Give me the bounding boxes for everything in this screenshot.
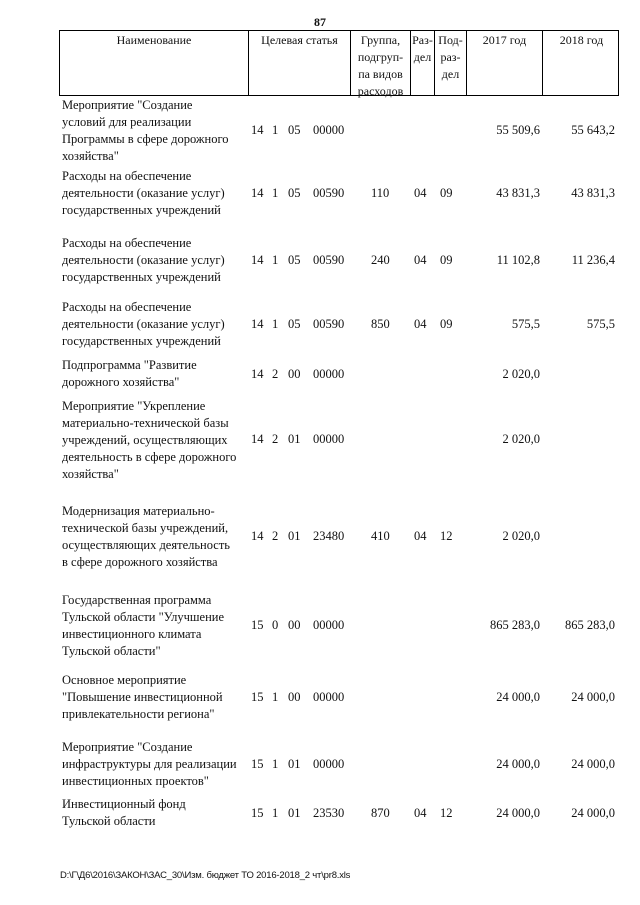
row-code-2: 1 — [272, 253, 279, 267]
row-code-1: 14 — [251, 253, 264, 267]
header-2017: 2017 год — [466, 31, 542, 95]
row-2017: 24 000,0 — [496, 806, 540, 820]
row-subsection: 12 — [440, 806, 453, 820]
row-code-1: 14 — [251, 529, 264, 543]
row-code-4: 00000 — [313, 690, 345, 704]
row-code-3: 00 — [288, 690, 301, 704]
row-code-4: 00000 — [313, 432, 345, 446]
row-subsection: 09 — [440, 317, 453, 331]
row-code-2: 0 — [272, 618, 279, 632]
row-code-4: 23480 — [313, 529, 345, 543]
row-name: Расходы на обеспечение деятельности (оказание услуг) государственных учреждений — [62, 169, 225, 217]
row-code-1: 14 — [251, 317, 264, 331]
row-section: 04 — [414, 806, 427, 820]
row-subsection: 09 — [440, 186, 453, 200]
row-2017: 24 000,0 — [496, 757, 540, 771]
file-path-footer: D:\Г\Д6\2016\ЗАКОН\ЗАС_30\Изм. бюджет ТО 2016-2018_2 чт\pr8.xls — [60, 870, 351, 881]
row-code-1: 15 — [251, 690, 264, 704]
row-name: Основное мероприятие "Повышение инвестиционной привлекательности региона" — [62, 673, 223, 721]
row-name: Мероприятие "Укрепление материально-технической базы учреждений, осуществляющих деятельность в сфере дорожного хозяйства" — [62, 399, 237, 481]
row-code-3: 05 — [288, 317, 301, 331]
row-code-2: 1 — [272, 757, 279, 771]
row-subsection: 12 — [440, 529, 453, 543]
row-section: 04 — [414, 317, 427, 331]
row-2018: 11 236,4 — [571, 253, 615, 267]
row-code-4: 00000 — [313, 618, 345, 632]
row-group: 870 — [371, 806, 390, 820]
row-code-3: 00 — [288, 367, 301, 381]
row-name: Мероприятие "Создание инфраструктуры для реализации инвестиционных проектов" — [62, 740, 237, 788]
header-section: Раз- дел — [410, 31, 434, 95]
row-code-4: 00000 — [313, 757, 345, 771]
row-section: 04 — [414, 186, 427, 200]
row-2017: 575,5 — [511, 317, 540, 331]
table-header — [59, 30, 619, 96]
row-name: Инвестиционный фонд Тульской области — [62, 797, 186, 828]
row-code-2: 2 — [272, 367, 279, 381]
row-code-4: 00000 — [313, 367, 345, 381]
row-code-3: 05 — [288, 123, 301, 137]
row-2017: 55 509,6 — [496, 123, 540, 137]
row-code-1: 15 — [251, 806, 264, 820]
header-target: Целевая статья — [248, 31, 350, 95]
row-code-3: 05 — [288, 253, 301, 267]
row-section: 04 — [414, 529, 427, 543]
row-code-2: 1 — [272, 690, 279, 704]
row-code-2: 1 — [272, 317, 279, 331]
row-2017: 2 020,0 — [502, 432, 540, 446]
row-code-2: 1 — [272, 123, 279, 137]
row-name: Мероприятие "Создание условий для реализации Программы в сфере дорожного хозяйства" — [62, 98, 229, 163]
row-name: Расходы на обеспечение деятельности (оказание услуг) государственных учреждений — [62, 300, 225, 348]
row-name: Подпрограмма "Развитие дорожного хозяйства" — [62, 358, 197, 389]
row-2017: 43 831,3 — [496, 186, 540, 200]
row-code-4: 00590 — [313, 186, 345, 200]
row-code-4: 23530 — [313, 806, 345, 820]
row-code-2: 2 — [272, 432, 279, 446]
row-2017: 11 102,8 — [496, 253, 540, 267]
row-section: 04 — [414, 253, 427, 267]
row-2018: 24 000,0 — [571, 806, 615, 820]
row-code-2: 1 — [272, 806, 279, 820]
row-name: Модернизация материально- технической базы учреждений, осуществляющих деятельность в сфере дорожного хозяйства — [62, 504, 231, 569]
row-2018: 24 000,0 — [571, 757, 615, 771]
row-code-3: 01 — [288, 432, 301, 446]
row-2018: 55 643,2 — [571, 123, 615, 137]
row-code-3: 00 — [288, 618, 301, 632]
row-name: Государственная программа Тульской области "Улучшение инвестиционного климата Тульской области" — [62, 593, 225, 658]
row-group: 110 — [371, 186, 390, 200]
row-code-1: 14 — [251, 367, 264, 381]
header-group: Группа, подгруп- па видов расходов — [350, 31, 410, 95]
row-code-1: 14 — [251, 123, 264, 137]
row-code-4: 00590 — [313, 317, 345, 331]
row-code-2: 2 — [272, 529, 279, 543]
row-code-2: 1 — [272, 186, 279, 200]
row-2018: 575,5 — [586, 317, 615, 331]
row-group: 410 — [371, 529, 390, 543]
row-2018: 43 831,3 — [571, 186, 615, 200]
row-2017: 24 000,0 — [496, 690, 540, 704]
header-2018: 2018 год — [542, 31, 620, 95]
row-code-3: 01 — [288, 529, 301, 543]
row-group: 850 — [371, 317, 390, 331]
page-number: 87 — [314, 15, 326, 29]
row-code-1: 15 — [251, 618, 264, 632]
row-code-3: 01 — [288, 806, 301, 820]
row-subsection: 09 — [440, 253, 453, 267]
row-code-1: 15 — [251, 757, 264, 771]
row-code-4: 00000 — [313, 123, 345, 137]
row-group: 240 — [371, 253, 390, 267]
row-2017: 2 020,0 — [502, 367, 540, 381]
row-name: Расходы на обеспечение деятельности (оказание услуг) государственных учреждений — [62, 236, 225, 284]
header-name: Наименование — [116, 33, 192, 47]
row-2017: 865 283,0 — [490, 618, 540, 632]
row-2017: 2 020,0 — [502, 529, 540, 543]
row-code-4: 00590 — [313, 253, 345, 267]
row-code-3: 05 — [288, 186, 301, 200]
row-2018: 865 283,0 — [565, 618, 615, 632]
row-code-3: 01 — [288, 757, 301, 771]
row-code-1: 14 — [251, 432, 264, 446]
header-subsection: Под- раз- дел — [434, 31, 466, 95]
row-code-1: 14 — [251, 186, 264, 200]
row-2018: 24 000,0 — [571, 690, 615, 704]
